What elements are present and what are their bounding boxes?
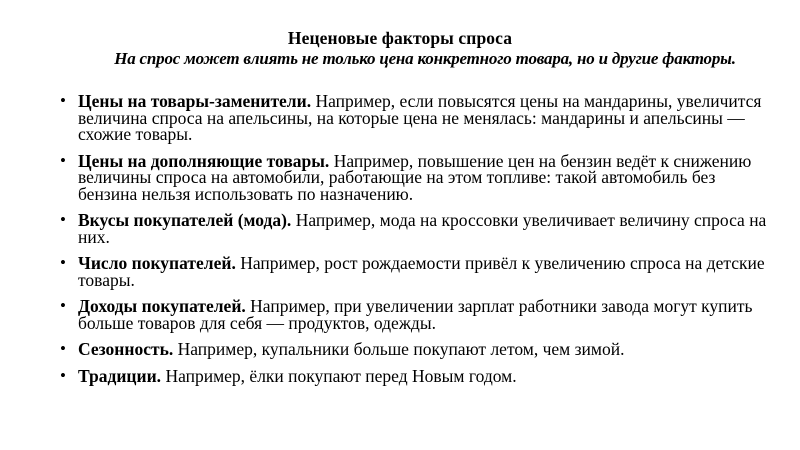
item-term: Число покупателей. xyxy=(78,253,236,273)
item-text: Например, ёлки покупают перед Новым годом. xyxy=(161,365,517,386)
item-term: Доходы покупателей. xyxy=(78,296,246,316)
item-text: Например, рост рождаемости привёл к увеличению спроса на детские товары. xyxy=(78,253,765,290)
item-term: Цены на дополняющие товары. xyxy=(78,150,330,171)
bullet-icon: • xyxy=(60,365,66,385)
slide-subtitle: На спрос может влиять не только цена конкретного товара, но и другие факторы. xyxy=(114,49,736,68)
bullet-icon: • xyxy=(60,296,66,315)
item-text: Например, повышение цен на бензин ведёт к снижению величины спроса на автомобили, работающие на этом топливе: такой автомобиль без бензина нельзя использовать по назначению. xyxy=(78,150,752,204)
list-item-buyers-count xyxy=(58,255,770,288)
list-item-tastes xyxy=(58,212,770,245)
bullet-icon: • xyxy=(60,339,66,358)
bullet-icon: • xyxy=(60,253,66,272)
list-item-traditions xyxy=(58,365,770,386)
factor-list xyxy=(58,93,770,394)
item-text: Например, если повысятся цены на мандарины, увеличится величина спроса на апельсины, на которые цена не менялась: мандарины и апельсины — схожие товары. xyxy=(78,91,762,144)
list-item-complements xyxy=(58,150,770,204)
item-text: Например, при увеличении зарплат работники завода могут купить больше товаров для себя — продуктов, одежды. xyxy=(78,296,753,333)
bullet-icon: • xyxy=(60,210,66,229)
list-item-income xyxy=(58,298,770,331)
item-term: Сезонность. xyxy=(78,339,174,359)
item-term: Вкусы покупателей (мода). xyxy=(78,210,292,230)
item-text: Например, купальники больше покупают летом, чем зимой. xyxy=(173,339,625,359)
slide-title: Неценовые факторы спроса xyxy=(287,28,513,48)
list-item-substitutes xyxy=(58,93,770,143)
list-item-seasonality xyxy=(58,341,770,358)
item-term: Цены на товары-заменители. xyxy=(78,91,312,111)
item-text: Например, мода на кроссовки увеличивает величину спроса на них. xyxy=(78,210,767,247)
bullet-icon: • xyxy=(60,150,66,170)
item-term: Традиции. xyxy=(78,365,162,386)
bullet-icon: • xyxy=(60,91,66,110)
